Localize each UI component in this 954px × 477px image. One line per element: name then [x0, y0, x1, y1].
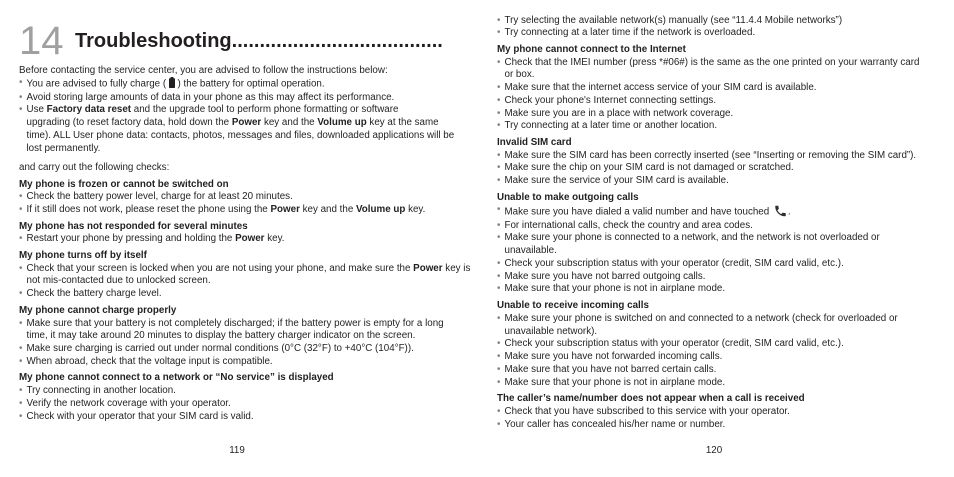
text-line: or box.	[504, 69, 535, 81]
bullet-marker: •	[497, 94, 501, 106]
text-line: Avoid storing large amounts of data in your phone as this may affect its performance.	[26, 91, 395, 103]
right-page-body	[497, 15, 942, 432]
bullet-item	[497, 57, 942, 83]
bullet-item	[19, 318, 464, 344]
text-line: Check that you have subscribed to this service with your operator.	[504, 405, 790, 417]
bullet-item	[497, 204, 942, 219]
bullet-item	[19, 356, 464, 369]
bullet-item	[497, 15, 942, 28]
paragraph	[19, 162, 464, 175]
bullet-item	[497, 419, 942, 432]
section-heading: Unable to receive incoming calls	[497, 300, 649, 312]
chapter-number: 14	[19, 19, 64, 63]
bullet-marker: •	[497, 162, 501, 174]
bullet-marker: •	[19, 385, 23, 397]
bold-term: Power	[235, 233, 265, 245]
section-heading: The caller’s name/number does not appear when a call is received	[497, 393, 805, 405]
bullet-item	[19, 104, 464, 155]
bullet-item	[497, 338, 942, 351]
text-line	[505, 204, 943, 219]
text-line: Try selecting the available network(s) manually (see “11.4.4 Mobile networks”)	[504, 14, 843, 26]
bold-term: Power	[270, 204, 300, 216]
bullet-marker: •	[497, 376, 501, 388]
text-line: not mis-contacted due to unlocked screen.	[26, 275, 211, 287]
bullet-marker: •	[497, 107, 501, 119]
text-run: key and the	[261, 117, 318, 129]
text-line: time). ALL User phone data: contacts, photos, messages and files, downloaded applications will be	[26, 129, 455, 141]
text-line: Make sure that you have not barred certain calls.	[504, 363, 717, 375]
bold-term: Factory data reset	[46, 104, 132, 116]
bullet-marker: •	[19, 77, 23, 89]
text-line: unavailable network).	[504, 325, 598, 337]
bullet-item	[497, 364, 942, 377]
section-heading: My phone cannot charge properly	[19, 304, 177, 316]
bullet-marker: •	[497, 204, 501, 216]
bullet-item	[497, 283, 942, 296]
bullet-marker: •	[497, 363, 501, 375]
text-run: key.	[405, 204, 426, 216]
text-line: Make sure the chip on your SIM card is not damaged or scratched.	[504, 162, 794, 174]
page-number: 119	[229, 444, 245, 456]
battery-terminal	[170, 77, 173, 79]
text-run: key is	[442, 262, 471, 274]
text-line	[27, 77, 465, 91]
bullet-item	[497, 232, 942, 258]
bullet-marker: •	[19, 233, 23, 245]
bullet-marker: •	[497, 14, 501, 26]
text-line: Make sure that your battery is not completely discharged; if the battery power is empty for a long	[26, 317, 444, 329]
text-run: If it still does not work, please reset the phone using the	[26, 204, 271, 216]
bullet-marker: •	[19, 262, 23, 274]
section-heading: My phone cannot connect to a network or “No service” is displayed	[19, 372, 334, 384]
text-line: time, it may take around 20 minutes to display the battery charger indicator on the screen.	[26, 330, 416, 342]
bullet-marker: •	[497, 232, 501, 244]
text-line: Make sure the SIM card has been correctly inserted (see “Inserting or removing the SIM card”).	[504, 149, 917, 161]
text-line: Make sure you are in a place with network coverage.	[504, 107, 734, 119]
text-line: Make sure charging is carried out under normal conditions (0°C (32°F) to +40°C (104°F)).	[26, 343, 414, 355]
handset-shape	[775, 206, 786, 217]
bullet-marker: •	[19, 410, 23, 422]
bullet-item	[19, 385, 464, 398]
bullet-item	[497, 351, 942, 364]
text-run: key and the	[299, 204, 356, 216]
bullet-marker: •	[497, 312, 501, 324]
bullet-marker: •	[19, 397, 23, 409]
chapter-title-text: Troubleshooting	[75, 30, 232, 52]
text-run: key.	[264, 233, 285, 245]
bullet-marker: •	[19, 91, 23, 103]
text-line: Make sure your phone is connected to a network, and the network is not overloaded or	[504, 232, 880, 244]
chapter-title	[75, 31, 443, 51]
bullet-item	[497, 120, 942, 133]
bullet-marker: •	[497, 82, 501, 94]
text-line: Check your subscription status with your operator (credit, SIM card valid, etc.).	[504, 257, 844, 269]
text-line: Your caller has concealed his/her name or number.	[504, 418, 726, 430]
section-heading: My phone is frozen or cannot be switched on	[19, 178, 229, 190]
section-heading: My phone cannot connect to the Internet	[497, 43, 686, 55]
bullet-item	[19, 343, 464, 356]
text-line: Check the battery power level, charge for at least 20 minutes.	[26, 191, 293, 203]
bullet-marker: •	[497, 56, 501, 68]
bullet-item	[497, 175, 942, 188]
bullet-item	[19, 398, 464, 411]
text-line: Make sure that your phone is not in airplane mode.	[504, 283, 726, 295]
page-number: 120	[705, 444, 723, 456]
bullet-marker: •	[19, 204, 23, 216]
text-run: .	[787, 206, 791, 218]
section-heading: Invalid SIM card	[497, 136, 572, 148]
chapter-title-leader-dots: ......................................	[231, 30, 443, 52]
bullet-marker: •	[497, 270, 501, 282]
text-line: For international calls, check the country and area codes.	[504, 219, 753, 231]
text-line: Verify the network coverage with your operator.	[26, 397, 231, 409]
bullet-marker: •	[19, 104, 23, 116]
bullet-item	[19, 262, 471, 289]
text-line: Try connecting at a later time if the network is overloaded.	[504, 27, 756, 39]
text-line: Make sure that your phone is not in airplane mode.	[504, 376, 726, 388]
bold-term: Volume up	[317, 117, 367, 129]
bullet-marker: •	[497, 149, 501, 161]
bullet-item	[497, 82, 942, 95]
section-heading: Unable to make outgoing calls	[497, 191, 639, 203]
bullet-item	[497, 95, 942, 108]
bullet-item	[497, 220, 942, 233]
bullet-marker: •	[19, 288, 23, 300]
text-line: and carry out the following checks:	[19, 162, 170, 174]
bullet-marker: •	[497, 120, 501, 132]
text-run: upgrading (to reset factory data, hold down the	[26, 117, 232, 129]
text-line: Before contacting the service center, you are advised to follow the instructions below:	[19, 64, 388, 76]
bullet-item	[19, 92, 464, 105]
text-line: Make sure you have not barred outgoing calls.	[504, 270, 706, 282]
text-line	[26, 262, 471, 276]
bullet-item	[497, 150, 942, 163]
text-run: Restart your phone by pressing and holding the	[26, 233, 236, 245]
text-run: key at the same	[366, 117, 439, 129]
text-line: Make sure your phone is switched on and connected to a network (check for overloaded or	[504, 312, 898, 324]
bullet-marker: •	[497, 418, 501, 430]
bullet-marker: •	[497, 338, 501, 350]
text-line: Check your subscription status with your operator (credit, SIM card valid, etc.).	[504, 338, 844, 350]
bold-term: Power	[231, 117, 262, 129]
text-line	[27, 233, 465, 246]
text-line: lost permanently.	[26, 142, 101, 154]
text-run: Make sure you have dialed a valid number and have touched	[504, 206, 772, 218]
bullet-item	[497, 258, 942, 271]
text-run: You are advised to fully charge (	[26, 78, 169, 90]
bullet-item	[19, 77, 464, 91]
phone-icon-graphic	[773, 204, 788, 218]
bullet-item	[497, 313, 942, 339]
bullet-marker: •	[497, 351, 501, 363]
bullet-marker: •	[497, 27, 501, 39]
text-run: and the upgrade tool to perform phone formatting or software	[131, 104, 399, 116]
paragraph	[19, 65, 464, 78]
bullet-item	[19, 411, 464, 424]
bullet-marker: •	[497, 257, 501, 269]
bullet-item	[19, 288, 464, 301]
text-line: Make sure you have not forwarded incoming calls.	[504, 351, 723, 363]
bullet-item	[19, 233, 464, 246]
right-page	[477, 0, 954, 477]
text-line: Check the battery charge level.	[26, 288, 162, 300]
bullet-marker: •	[19, 355, 23, 367]
text-line: Try connecting at a later time or another location.	[504, 120, 718, 132]
text-line: unavailable.	[504, 245, 557, 257]
section-heading: My phone turns off by itself	[19, 249, 147, 261]
bold-term: Power	[413, 262, 443, 274]
bullet-item	[497, 271, 942, 284]
section-heading: My phone has not responded for several minutes	[19, 220, 248, 232]
bullet-marker: •	[19, 317, 23, 329]
text-run: Check that your screen is locked when you are not using your phone, and make sure the	[26, 262, 414, 274]
text-line: When abroad, check that the voltage input is compatible.	[26, 355, 273, 367]
bullet-marker: •	[19, 191, 23, 203]
text-line: Try connecting in another location.	[26, 385, 176, 397]
bullet-marker: •	[497, 283, 501, 295]
text-line: Check your phone's Internet connecting settings.	[504, 94, 717, 106]
bullet-item	[497, 377, 942, 390]
text-run: Use	[26, 104, 47, 116]
bullet-marker: •	[497, 219, 501, 231]
text-line: Check that the IMEI number (press *#06#) is the same as the one printed on your warranty card	[504, 56, 920, 68]
text-line	[27, 204, 465, 217]
bullet-item	[19, 191, 464, 204]
text-line	[27, 104, 465, 117]
bullet-item	[497, 27, 942, 40]
bullet-marker: •	[19, 343, 23, 355]
bullet-marker: •	[497, 175, 501, 187]
text-line: Check with your operator that your SIM card is valid.	[26, 410, 254, 422]
text-line	[27, 117, 465, 130]
bold-term: Volume up	[356, 204, 406, 216]
bullet-item	[497, 108, 942, 121]
bullet-item	[19, 204, 464, 217]
phone-icon	[773, 204, 788, 218]
bullet-item	[497, 162, 942, 175]
text-run: ) the battery for optimal operation.	[174, 78, 325, 90]
left-page-body	[19, 64, 471, 424]
bullet-marker: •	[497, 405, 501, 417]
bullet-item	[497, 406, 942, 419]
text-line: Make sure that the internet access service of your SIM card is available.	[504, 82, 817, 94]
text-line: Make sure the service of your SIM card is available.	[504, 175, 729, 187]
